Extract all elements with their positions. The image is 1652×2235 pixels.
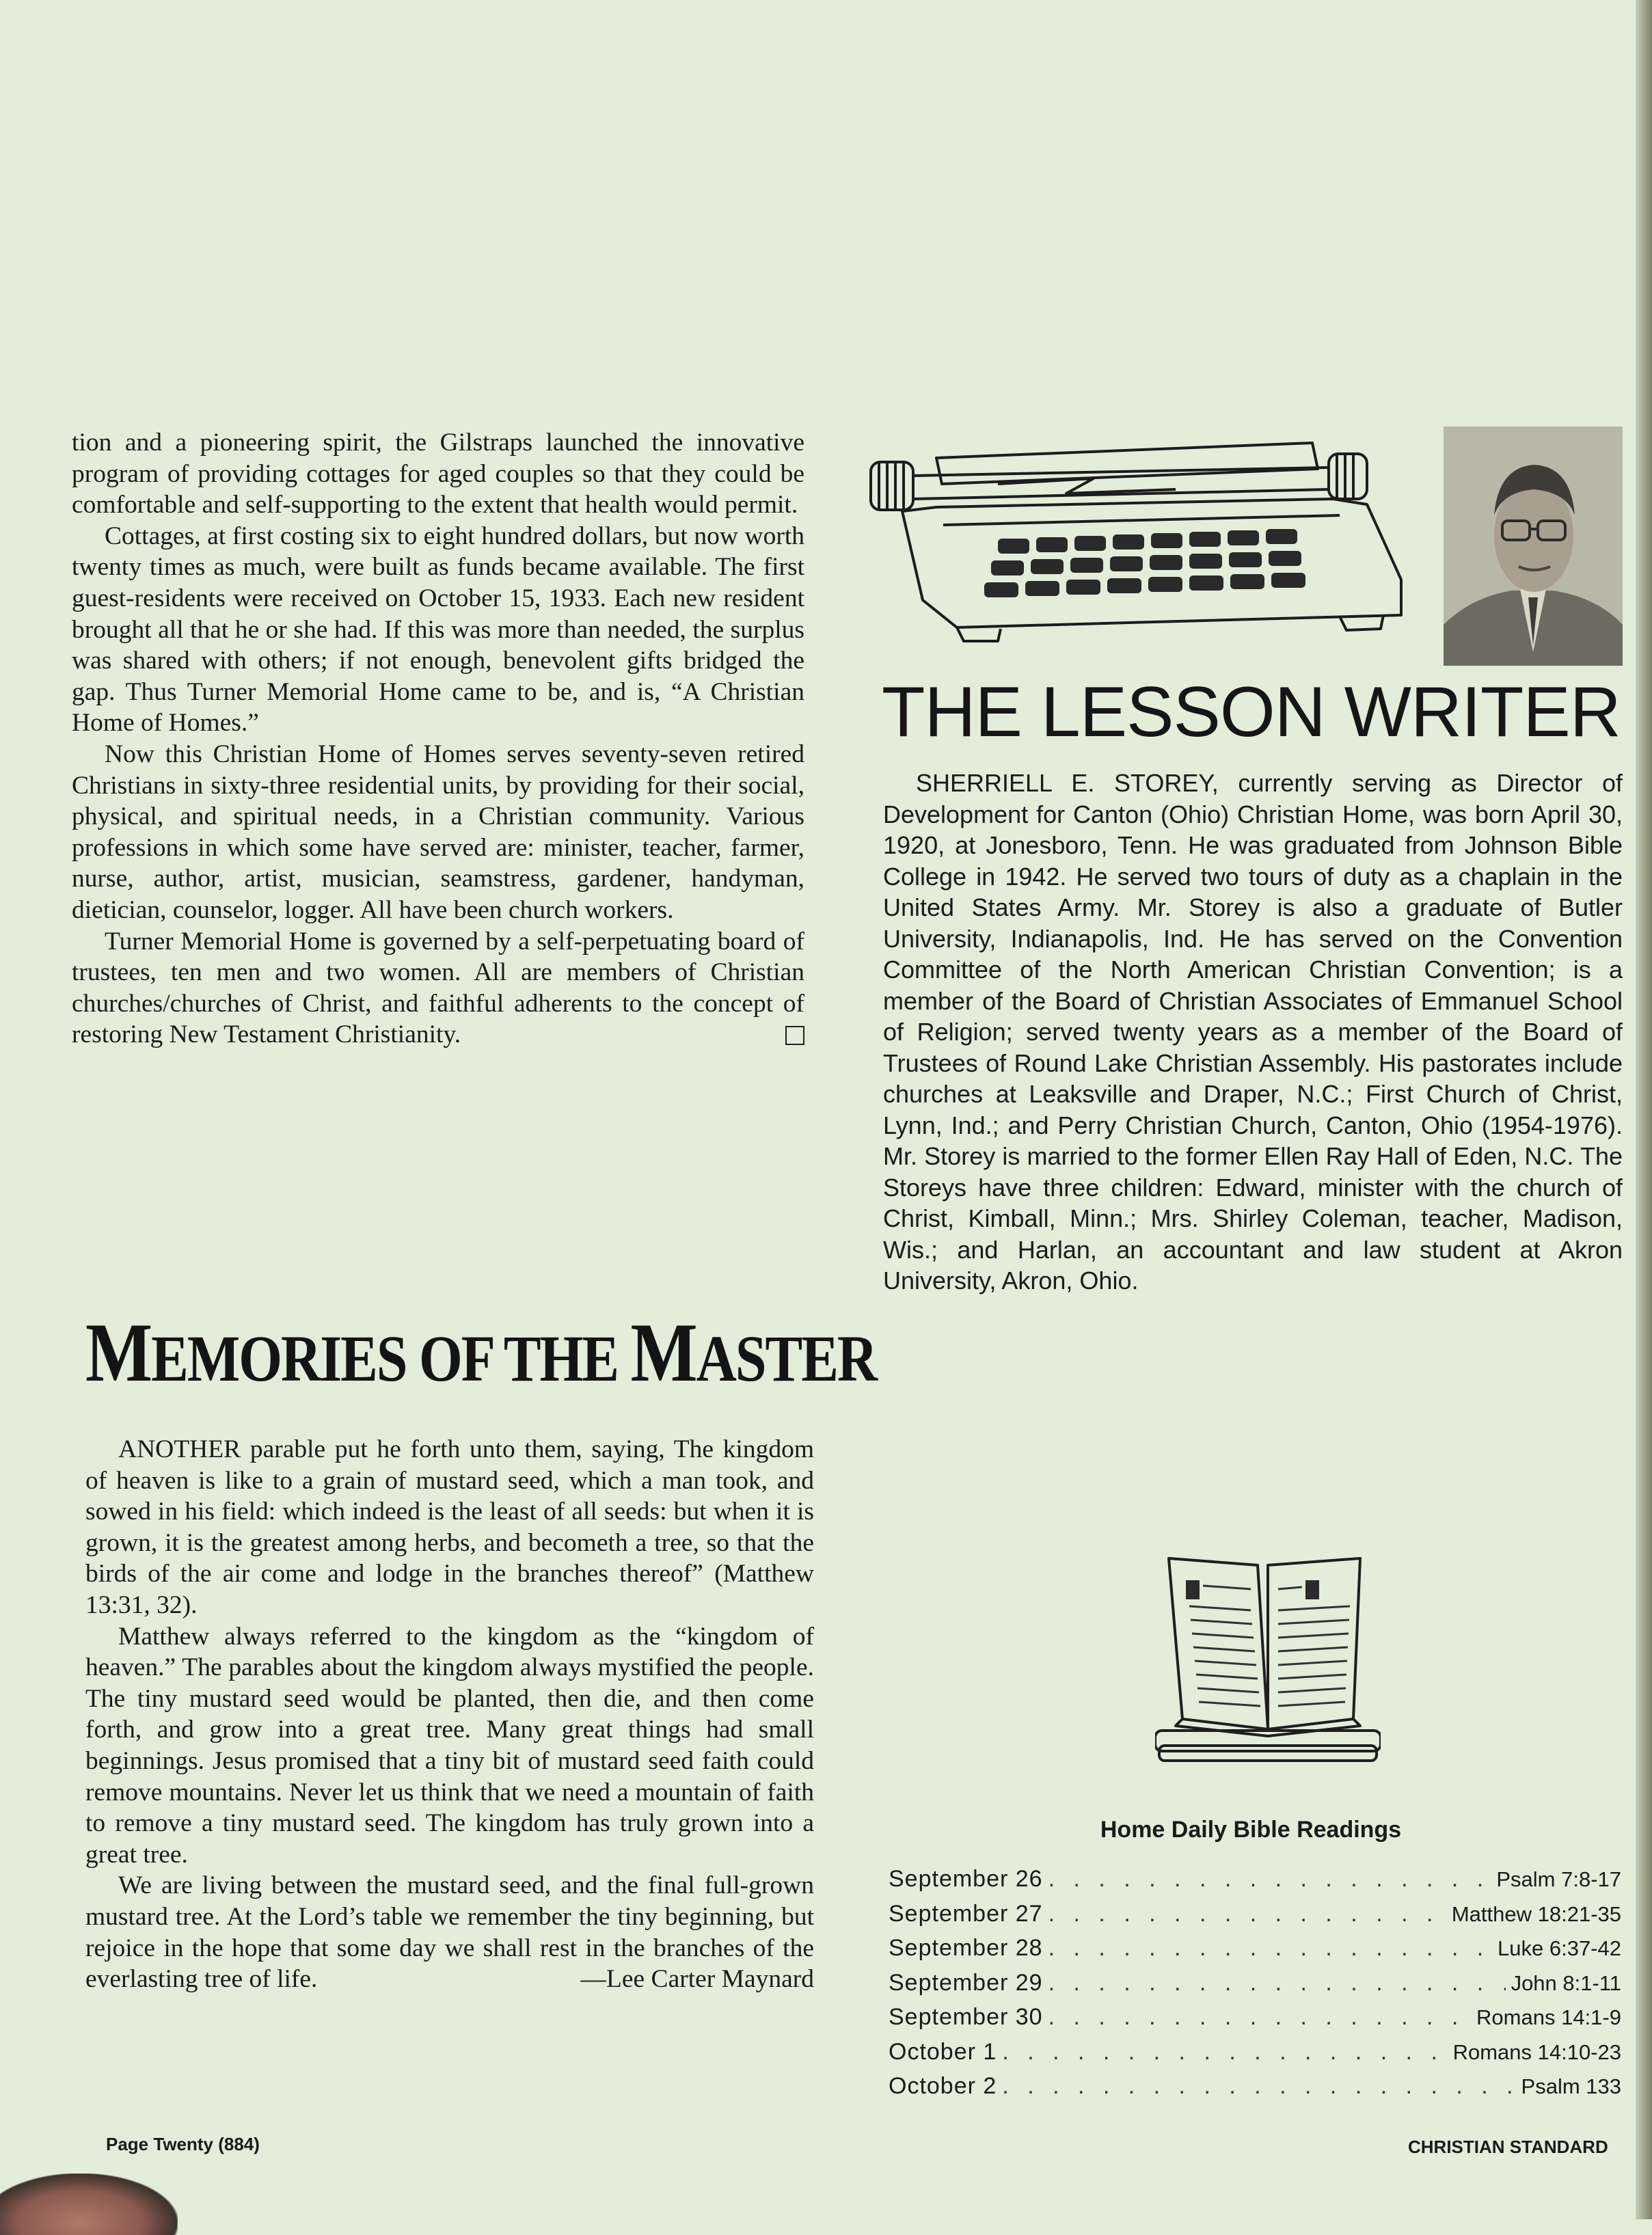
article-paragraph: tion and a pioneering spirit, the Gilstraps launched the innovative program of providing cottages for aged couples so that they could be comfortable and self-supporting to the extent that health would permit. — [72, 429, 804, 519]
memories-paragraph: We are living between the mustard seed, and the final full-grown mustard tree. At the Lord’s table we remember the tiny beginning, but rejoice in the hope that some day we shall rest in the branches of the everlasting tree of life. — [85, 1871, 814, 1994]
reading-reference: Matthew 18:21-35 — [1451, 1901, 1621, 1926]
reading-reference: John 8:1-11 — [1511, 1970, 1621, 1995]
author-portrait — [1444, 426, 1623, 666]
article-paragraph: Turner Memorial Home is governed by a self-perpetuating board of trustees, ten men and two women. All are members of Christian churches/churches of Christ, and faithful adherents to the concept of restoring New Testament Christianity. — [72, 927, 804, 1049]
memories-paragraph: ANOTHER parable put he forth unto them, saying, The kingdom of heaven is like to a grain of mustard seed, which a man took, and sowed in his field: which indeed is the least of all seeds: but when it is grown, it is the greatest among herbs, and becometh a tree, so that the birds of the air come and lodge in the branches thereof” (Matthew 13:31, 32). — [85, 1435, 814, 1619]
reading-date: October 1 — [889, 2038, 997, 2065]
bio-paragraph: SHERRIELL E. STOREY, currently serving as Director of Development for Canton (Ohio) Christian Home, was born April 30, 1920, at Jonesboro, Tenn. He was graduated from Johnson Bible College in 1942. He served two tours of duty as a chaplain in the United States Army. Mr. Storey is also a graduate of Butler University, Indianapolis, Ind. He has served on the Convention Committee of the North American Christian Convention; is a member of the Board of Christian Associates of Emmanuel School of Religion; served twenty years as a member of the Board of Trustees of Round Lake Christian Assembly. His pastorates include churches at Leaksville and Draper, N.C.; First Church of Christ, Lynn, Ind.; and Perry Christian Church, Canton, Ohio (1954-1976). Mr. Storey is married to the former Ellen Ray Hall of Eden, N.C. The Storeys have three children: Edward, minister with the church of Christ, Kimball, Minn.; Mrs. Shirley Coleman, teacher, Madison, Wis.; and Harlan, an accountant and law student at Akron University, Akron, Ohio. — [883, 769, 1623, 1295]
article-continuation — [72, 427, 804, 1051]
thumb-shadow — [0, 2173, 178, 2235]
reading-date: September 27 — [889, 1900, 1043, 1927]
reading-row — [889, 2039, 1621, 2074]
reading-row — [889, 1866, 1621, 1901]
memories-body — [85, 1434, 814, 1995]
reading-reference: Psalm 7:8-17 — [1496, 1867, 1621, 1891]
typewriter-illustration — [861, 436, 1435, 662]
dot-leader — [1002, 2039, 1447, 2065]
reading-row — [889, 1901, 1621, 1936]
dot-leader — [1048, 1866, 1491, 1893]
publication-footer: CHRISTIAN STANDARD — [1408, 2137, 1608, 2157]
lesson-writer-bio — [883, 768, 1623, 1297]
end-mark-icon — [785, 1026, 804, 1045]
memories-paragraph: Matthew always referred to the kingdom as the “kingdom of heaven.” The parables about the kingdom always mystified the people. The tiny mustard seed would be planted, then die, and then come forth, and grow into a great tree. Many great things had small beginnings. Jesus promised that a tiny bit of mustard seed faith could remove mountains. Never let us think that we need a mountain of faith to remove a tiny mustard seed. The kingdom has truly grown into a great tree. — [85, 1622, 814, 1869]
reading-row — [889, 1970, 1621, 2005]
dot-leader — [1048, 1901, 1446, 1927]
memories-signature: —Lee Carter Maynard — [580, 1965, 814, 1994]
reading-date: September 28 — [889, 1935, 1043, 1961]
reading-row — [889, 2004, 1621, 2039]
reading-reference: Romans 14:1-9 — [1476, 2005, 1621, 2029]
reading-date: October 2 — [889, 2073, 997, 2099]
reading-row — [889, 2073, 1621, 2108]
reading-row — [889, 1935, 1621, 1970]
page-edge — [1636, 0, 1652, 2219]
reading-date: September 30 — [889, 2004, 1043, 2030]
lesson-writer-title: THE LESSON WRITER — [882, 673, 1621, 752]
article-paragraph: Now this Christian Home of Homes serves seventy-seven retired Christians in sixty-three residential units, by providing for their social, physical, and spiritual needs, in a Christian community. Various professions in which some have served are: minister, teacher, farmer, nurse, author, artist, musician, seamstress, gardener, handyman, dietician, counselor, logger. All have been church workers. — [72, 740, 804, 924]
dot-leader — [1048, 1970, 1506, 1996]
article-paragraph: Cottages, at first costing six to eight hundred dollars, but now worth twenty times as much, were built as funds became available. The first guest-residents were received on October 15, 1933. Each new resident brought all that he or she had. If this was more than needed, the surplus was shared with others; if not enough, benevolent gifts bridged the gap. Thus Turner Memorial Home came to be, and is, “A Christian Home of Homes.” — [72, 522, 804, 737]
readings-heading: Home Daily Bible Readings — [1100, 1817, 1402, 1843]
readings-list — [889, 1866, 1621, 2108]
page-number-footer: Page Twenty (884) — [106, 2134, 260, 2154]
reading-reference: Romans 14:10-23 — [1452, 2040, 1621, 2064]
dot-leader — [1048, 2004, 1471, 2031]
reading-reference: Luke 6:37-42 — [1498, 1936, 1621, 1960]
memories-title: MEMORIES OF THE MASTER — [85, 1306, 877, 1400]
dot-leader — [1002, 2073, 1515, 2100]
reading-reference: Psalm 133 — [1521, 2074, 1621, 2098]
reading-date: September 29 — [889, 1969, 1043, 1996]
open-bible-illustration — [1155, 1552, 1381, 1763]
dot-leader — [1048, 1935, 1492, 1962]
reading-date: September 26 — [889, 1866, 1043, 1892]
